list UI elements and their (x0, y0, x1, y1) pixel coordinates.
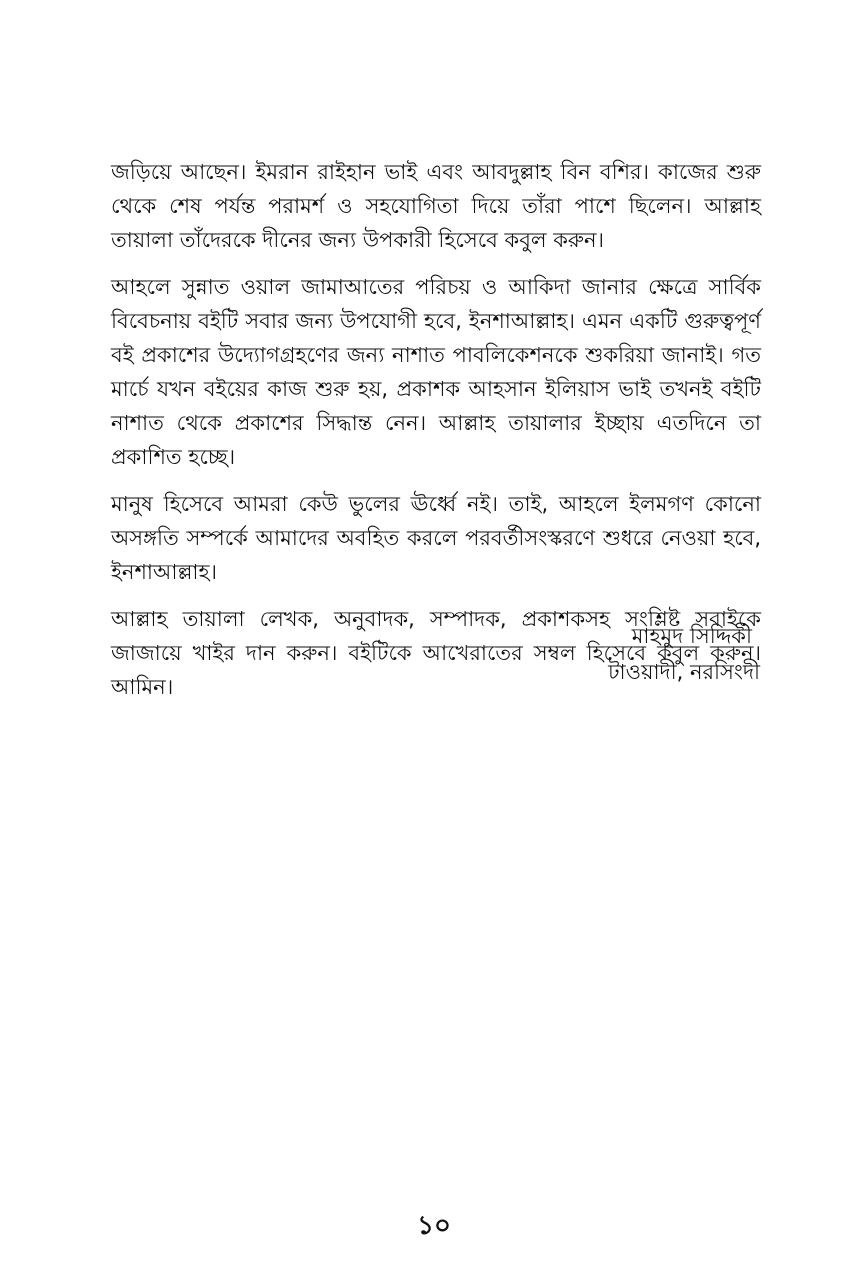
page-number: ১০ (417, 1211, 451, 1241)
paragraph-2: আহলে সুন্নাত ওয়াল জামাআতের পরিচয় ও আকিদা জানার ক্ষেত্রে সার্বিক বিবেচনায় বইটি সবার জন্য উপযোগী হবে, ইনশাআল্লাহ। এমন একটি গুরুত্বপূর্ণ বই প্রকাশের উদ্যোগগ্রহণের জন্য নাশাত পাবলিকেশনকে শুকরিয়া জানাই। গত মার্চে যখন বইয়ের কাজ শুরু হয়, প্রকাশক আহসান ইলিয়াস ভাই তখনই বইটি নাশাত থেকে প্রকাশের সিদ্ধান্ত নেন। আল্লাহ তায়ালার ইচ্ছায় এতদিনে তা প্রকাশিত হচ্ছে। (111, 275, 761, 469)
author-place: টাওয়াদী, নরসিংদী (608, 660, 760, 684)
paragraph-4: আল্লাহ তায়ালা লেখক, অনুবাদক, সম্পাদক, প্রকাশকসহ সংশ্লিষ্ট সবাইকে জাজায়ে খাইর দান করুন। বইটিকে আখেরাতের সম্বল হিসেবে কবুল করুন। আমিন। (111, 607, 761, 699)
signature-block (560, 618, 760, 690)
author-name: মাহমুদ সিদ্দিকী (631, 624, 752, 648)
paragraph-3: মানুষ হিসেবে আমরা কেউ ভুলের ঊর্ধ্বে নই। তাই, আহলে ইলমগণ কোনো অসঙ্গতি সম্পর্কে আমাদের অবহিত করলে পরবর্তীসংস্করণে শুধরে নেওয়া হবে, ইনশাআল্লাহ। (111, 492, 761, 584)
paragraph-1: জড়িয়ে আছেন। ইমরান রাইহান ভাই এবং আবদুল্লাহ বিন বশির। কাজের শুরু থেকে শেষ পর্যন্ত পরামর্শ ও সহযোগিতা দিয়ে তাঁরা পাশে ছিলেন। আল্লাহ তায়ালা তাঁদেরকে দীনের জন্য উপকারী হিসেবে কবুল করুন। (111, 160, 761, 252)
